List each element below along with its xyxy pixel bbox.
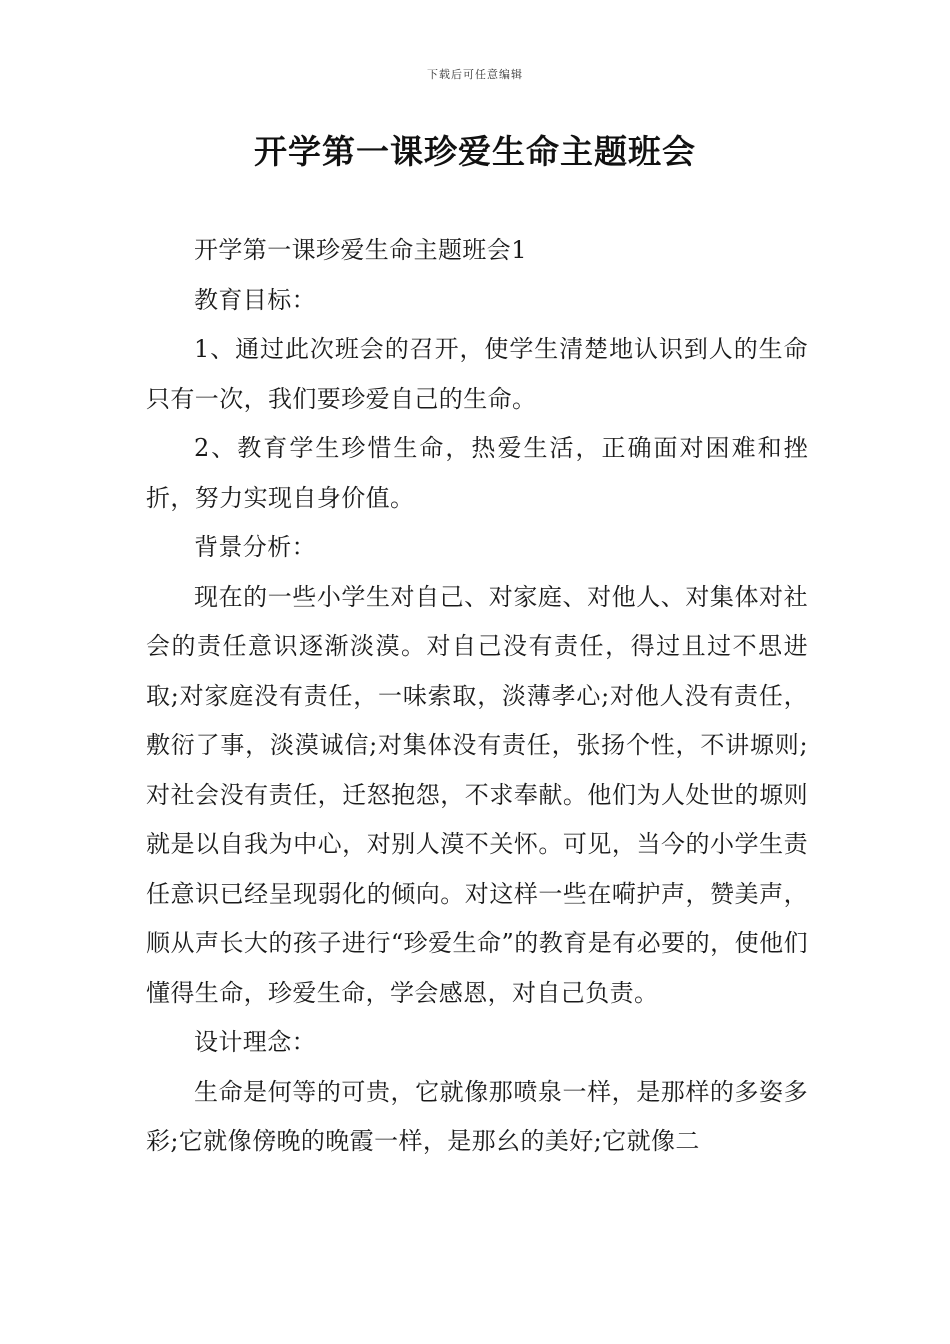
paragraph-goals-heading: 教育目标：	[194, 285, 316, 314]
document-body	[146, 226, 808, 1167]
paragraph-subtitle: 开学第一课珍爱生命主题班会1	[194, 236, 527, 264]
paragraph-design-heading: 设计理念：	[194, 1028, 316, 1056]
paragraph-goal-1: 1、通过此次班会的召开，使学生清楚地认识到人的生命只有一次，我们要珍爱自己的生命。	[146, 335, 808, 413]
header-note: 下载后可任意编辑	[427, 68, 523, 81]
paragraph-design-body: 生命是何等的可贵，它就像那喷泉一样，是那样的多姿多彩;它就像傍晚的晚霞一样，是那幺的美好;它就像二	[146, 1077, 808, 1155]
paragraph-goal-2: 2、教育学生珍惜生命，热爱生活，正确面对困难和挫折，努力实现自身价值。	[146, 434, 808, 512]
document-title: 开学第一课珍爱生命主题班会	[254, 132, 696, 171]
paragraph-background-heading: 背景分析：	[194, 533, 316, 561]
paragraph-background-body: 现在的一些小学生对自己、对家庭、对他人、对集体对社会的责任意识逐渐淡漠。对自己没有责任，得过且过不思进取;对家庭没有责任，一味索取，淡薄孝心;对他人没有责任，敷衍了事，淡漠诚信;对集体没有责任，张扬个性，不讲塬则;对社会没有责任，迁怒抱怨，不求奉献。他们为人处世的塬则就是以自我为中心，对别人漠不关怀。可见，当今的小学生责任意识已经呈现弱化的倾向。对这样一些在嗬护声，赞美声，顺从声长大的孩子进行“珍爱生命”的教育是有必要的，使他们懂得生命，珍爱生命，学会感恩，对自己负责。	[146, 582, 808, 1007]
